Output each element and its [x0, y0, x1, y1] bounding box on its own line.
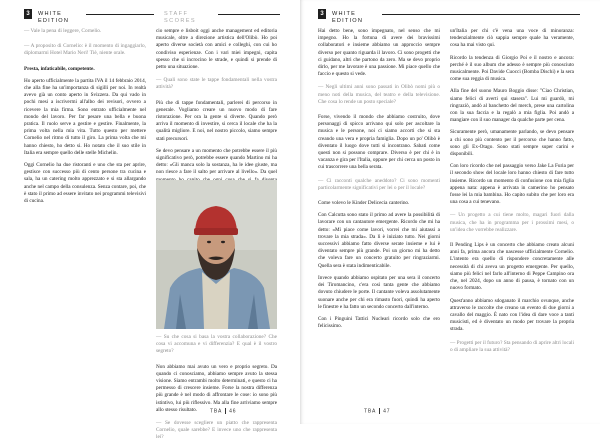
section-number-badge: 3: [318, 9, 326, 19]
body-paragraph: Più che di tappe fondamentali, parlerei di percorso in generale. Vogliamo creare un nuovo modo di fare ristorazione. Per ora la gente si diverte. Quando però arriva il momento di investire, si cerca il locale che ha la qualità migliore. E noi, nel nostro piccolo, siamo sempre stati precursori.: [156, 99, 277, 142]
footer-brand: TBA: [210, 408, 223, 415]
right-footer: [364, 408, 390, 414]
body-paragraph: Forse, vivendo il mondo che abbiamo costruito, dove personaggi di spicco arrivano qui solo per ascoltare la musica e le persone, noi ci siamo accorti che si sta creando una vera e propria famiglia. Dopo un po' Olibò è diventato il luogo dove tutti si incontrano. Sabati come questi non si possono comprare. Diverso è per chi è in vacanza e gira per l'Italia, oppure per chi cerca un posto in cui trascorrere una bella serata.: [318, 114, 440, 171]
section-label: STAFF SCORES: [164, 11, 197, 24]
left-footer: [210, 408, 236, 414]
footer-divider: [379, 408, 380, 414]
quote: — Progetti per il futuro? Sta pensando di aprire altri locali o di ampliare la sua attività?: [450, 339, 574, 353]
subheading: Presta, infaticabile, competente.: [24, 65, 95, 72]
body-paragraph: Ricordo la tendenza di Giorgio Poi e il nostro e ancora: perché è il suo album che adesso è sempre più conosciuto musicalmente. Poi Davide Cuocci (Bomba Dischi) e la sera come sua reggia di musica.: [450, 54, 574, 83]
body-paragraph: Se devo pensare a un momento che potrebbe essere il più significativo però, potrebbe essere quando Martino mi ha detto: «Gli manca solo la sostanza, ha le idee giuste, ma non riesce a fare il salto per arrivare al livello». Da quel: [156, 147, 277, 176]
footer-divider: [225, 408, 226, 414]
quote: — Vale la pena di leggere, Cornelio.: [24, 28, 102, 34]
header-rule: [382, 14, 580, 15]
body-paragraph: Con Calcutta sono stato il primo ad avere la possibilità di lavorare con un cantautore emergente. Ricordo che mi ha detto: «Mi piace come lavori, vorrei che mi aiutassi a trovare la mia strada». Da lì è iniziato tutto. Nei giorni successivi abbiamo fatto diverse serate insieme e lui è diventato sempre più grande. Poi un giorno mi ha detto che voleva fare un concerto gratuito per ringraziarmi. Quella sera è stata indimenticabile.: [318, 212, 440, 269]
body-paragraph: Con i Pinguini Tattici Nucleari ricordo solo che ero felicissimo.: [318, 315, 440, 330]
quote: — Su che cosa si basa la vostra collaborazione? Che cosa vi accomuna e vi differenzia? E qual è il vostro segreto?: [156, 334, 277, 355]
quote: — A proposito di Cornelio: è il momento di ingaggiarlo, diplomarmi Hotel Mario Neri! Tiè, niente orale.: [24, 43, 146, 57]
body-paragraph: Hai detto bene, sono impegnato, nel senso che mi impegno. Ho la fortuna di avere dei bravissimi collaboratori e insieme abbiamo un approccio sempre diverso per quanto riguarda il lavoro. Ci sono progetti che ci guidano, altri che partono da zero. Ma se devo proprio dirlo, per me lavorare è una passione. Mi piace quello che faccio e questo si vede.: [318, 28, 440, 78]
body-paragraph: Con loro ricordo che nel passaggio verso Jake La Furia per il secondo show del locale loro hanno chiesto di fare tutto insieme. Ricordo un momento di confusione con mia figlia appena nata: appena è arrivata in camerino ho pensato fosse lei la mia bambina. Ho capito subito che per loro era una cosa a cui tenevano.: [450, 163, 574, 206]
page-number: 47: [383, 408, 391, 415]
header-rule: [86, 14, 154, 15]
header-rule-right: [218, 14, 280, 15]
quote: — Ci racconti qualche aneddoto? Ci sono momenti particolarmente significativi per lei o per il locale?: [318, 177, 440, 191]
right-page: [300, 0, 600, 424]
body-paragraph: Quest'anno abbiamo sdoganato il marchio ovunque, anche attraverso le raccolte che creano un evento di due giorni a cavallo del maggio. È nato con l'idea di dare voce a tanti musicisti, ed è diventato un modo per trovare la propria strada.: [450, 297, 574, 333]
body-paragraph: Invece quando abbiamo ospitato per una sera il concerto dei Tiromancino, c'era così tanta gente che abbiamo dovuto chiudere le porte. Il cantante voleva assolutamente suonare anche per chi era rimasto fuori, quindi ha aperto le finestre e ha fatto un secondo concerto dall'interno.: [318, 274, 440, 310]
portrait-illustration: [156, 180, 277, 329]
left-column-1: [24, 28, 146, 406]
body-paragraph: Il Pending Lips è un concerto che abbiamo creato alcuni anni fa, prima ancora che nascesse ufficialmente Cornelio. L'intento era quello di rispondere concretamente alle necessità di chi aveva un progetto emergente. Per quello, siamo più felici nel farlo all'interno di Peppe Campino ora che, nel 2024, dopo un anno di pausa, è tornato con un nuovo formato.: [450, 242, 574, 292]
right-column-2: [450, 28, 574, 406]
body-paragraph: Oggi Cornelio ha due ristoranti e uno che sta per aprire, gestisce con successo più di cento persone tra cucina e sala, ha un catering molto apprezzato e si sta allargando anche nel campo della consulenza. Senza contare, poi, che è stato il primo ad essere invitato nei programmi televisivi di cucina.: [24, 162, 146, 205]
body-paragraph: Ho aperto ufficialmente la partita IVA il 14 febbraio 2014, che alla fine ha un'importanza di sigilli per noi. In realtà avevo già un conto aperto in Svizzera. Da qui vado in pochi mesi a iscrivermi all'albo dei revisori, ovvero a ricevere la mia firma. Sono entrato ufficialmente nel mondo del lavoro. Per far pesare una bella e buona pratica. Il ruolo serve a gestire e gestire. Finalmente, la prima volta nella mia vita. Tutto questo per mettere Cornelio nel ritmo di tutto il giro. La prima volta che mi hanno chiesto, ho detto sì. Ho notato che il suo stile in Italia era sempre quello delle stelle Michelin.: [24, 77, 146, 156]
footer-brand: TBA: [364, 408, 377, 415]
quote: — Negli ultimi anni sono passati in Olibò nomi più o meno noti della musica, del teatro e della televisione. Che cosa lo rende un posto speciale?: [318, 84, 440, 105]
left-page: [0, 0, 300, 441]
left-column-2-top: [156, 28, 277, 174]
edition-label: WHITE EDITION: [332, 11, 364, 24]
section-number-badge: 3: [24, 9, 32, 19]
edition-label: WHITE EDITION: [38, 11, 70, 24]
body-paragraph: Sicuramente però, umanamente parlando, se devo pensare a chi sono più contento per il percorso che hanno fatto, sono gli Ex-Otago. Sono stati sempre super carini e disponibili.: [450, 129, 574, 158]
portrait-photo: [156, 180, 277, 329]
body-paragraph: cio sempre e lisboit oggi anche management ed editoria musicale, oltre a direzione artistica dell'Olibò. Ho poi aperto diverse società con amici e colleghi, con cui ho condiviso esperienze. Con i vari miei impegni, capita spesso che si incrocino le strade, e quindi si prende di petto una situazione.: [156, 28, 277, 71]
quote: — Un progetto a cui tiene molto, magari fuori dalla musica, che ha in programma per i prossimi mesi, o un'idea che vorrebbe realizzare.: [450, 212, 574, 233]
quote: — Quali sono state le tappe fondamentali nella vostra attività?: [156, 77, 277, 91]
body-paragraph: Come volevo le Kinder Delicecia canterino.: [318, 200, 410, 207]
body-paragraph: un'Italia per chi c'è vena una voce di minoranza: tendenzialmente ciò sappia sempre quale ha veramente, cosa ha mai visto qui.: [450, 28, 574, 49]
body-paragraph: Non abbiamo mai avuto un vero e proprio segreto. Da quando ci conosciamo, abbiamo sempre avuto la stessa visione. Siamo entrambi molto determinati, e questo ci ha permesso di crescere insieme. Forse la nostra differenza più grande è nel modo di affrontare le cose: io sono più istintivo, lui più riflessivo. Ma alla fine arriviamo sempre allo stesso risultato.: [156, 363, 277, 413]
right-column-1: [318, 28, 440, 406]
page-number: 46: [229, 408, 237, 415]
quote: — Se dovesse scegliere un piatto che rappresenta Cornelio, quale sarebbe? E invece uno che rappresenta lei?: [156, 420, 277, 441]
body-paragraph: Alla fine del suono Mauro Boggio disse: "Ciao Christian, siamo felici di averti qui stasera". Lui mi guardò, mi ringraziò, andò al banchetto del merch, prese una cartolina con la sua faccia e la regalò a mia figlia. Poi andò a mangiare con il suo manager da qualche parte per cena.: [450, 88, 574, 124]
